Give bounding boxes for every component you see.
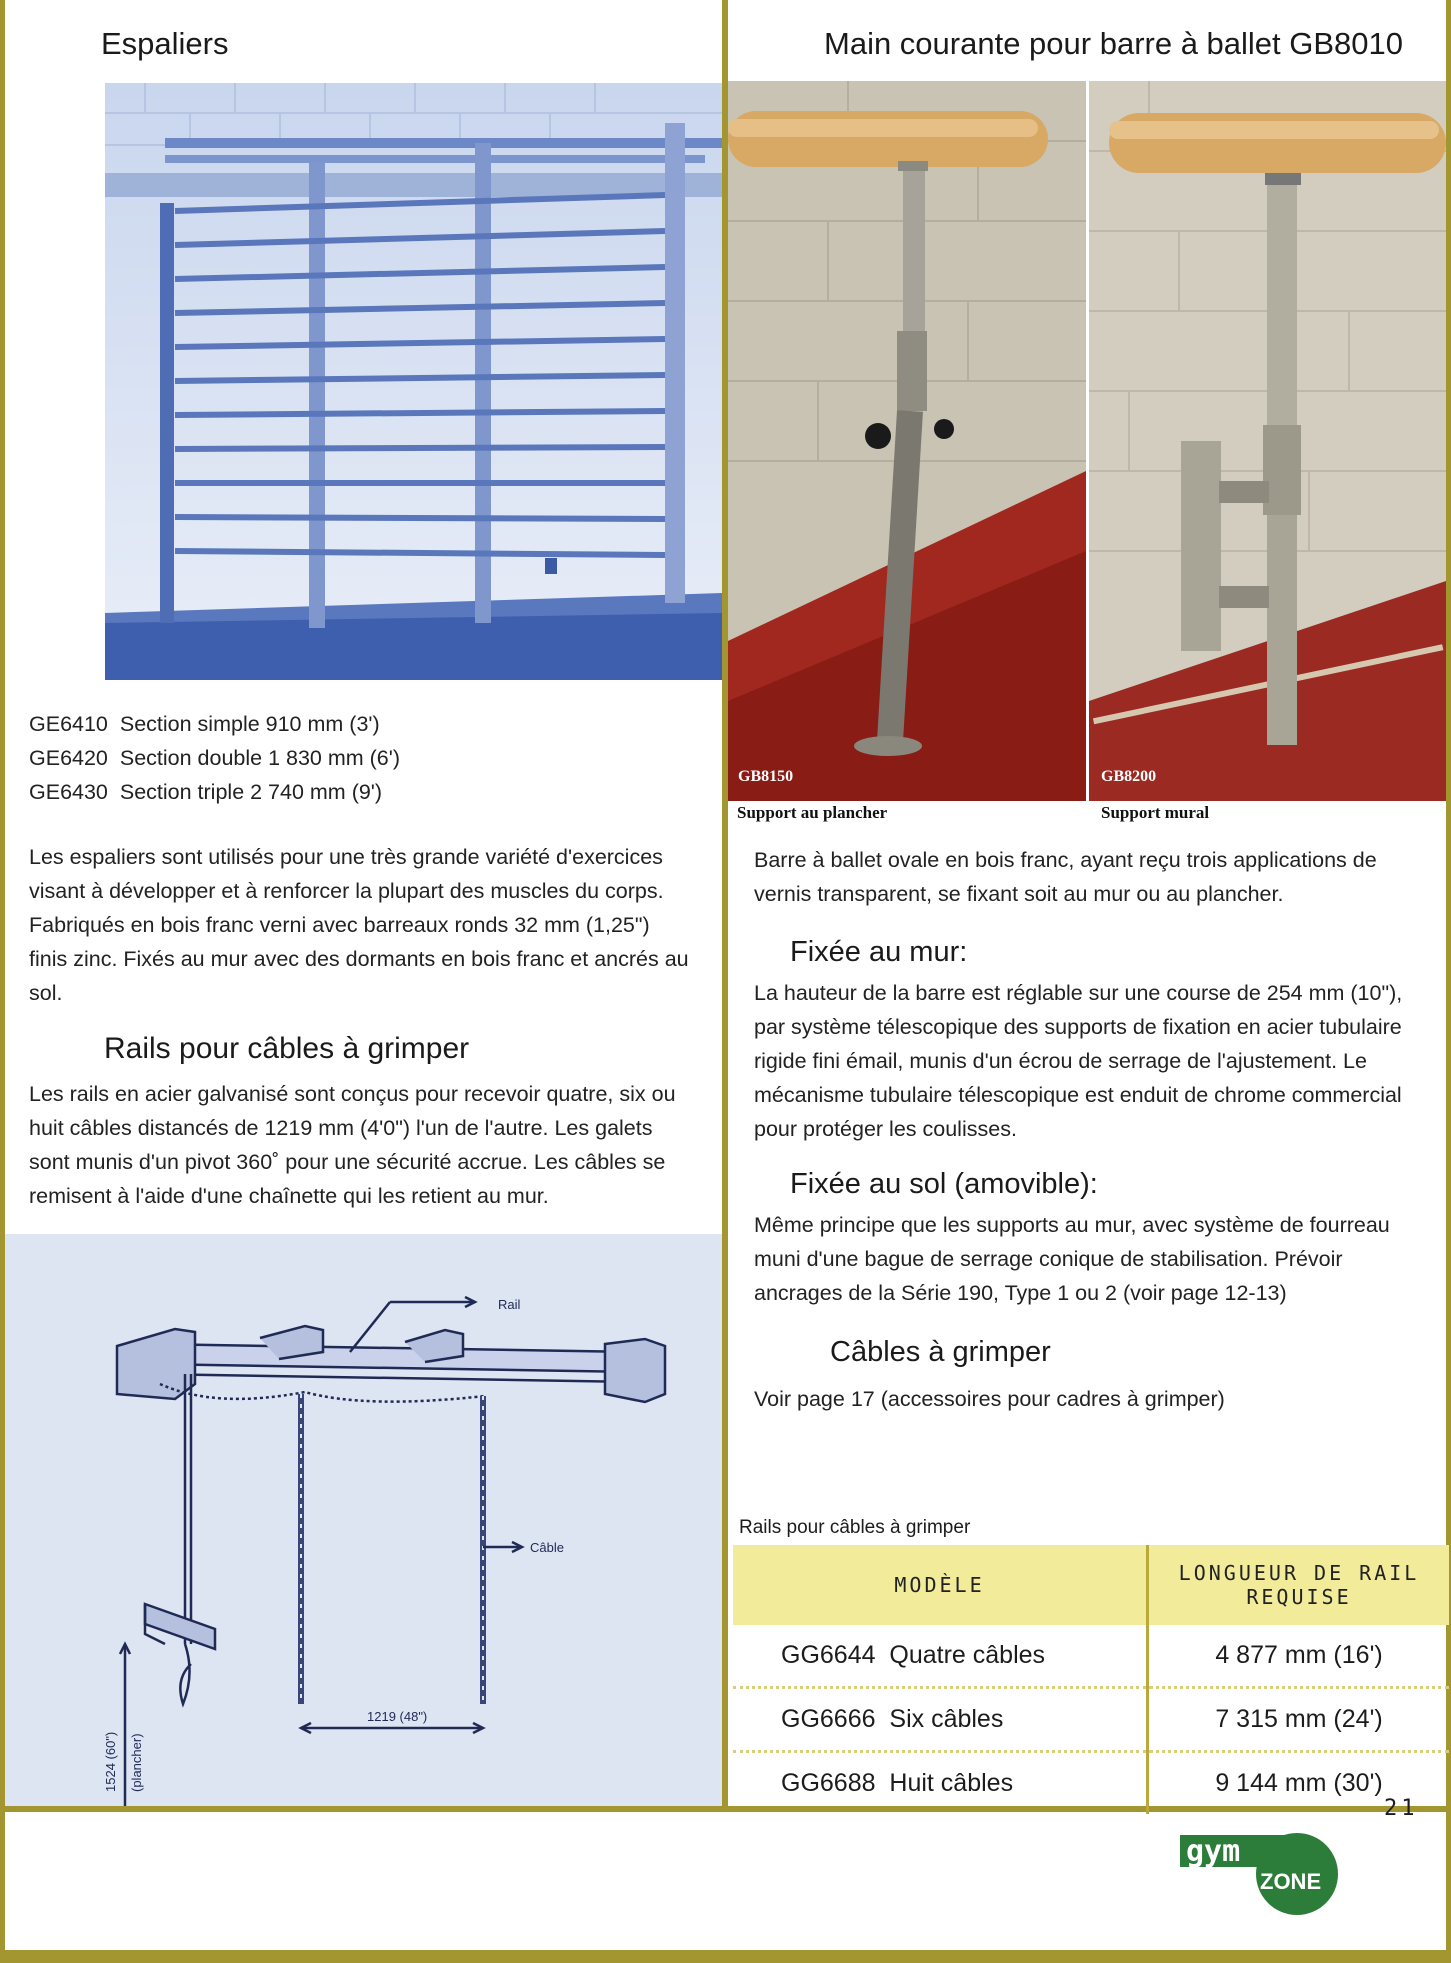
table-row [733,1752,1449,1815]
ballet-photo-wall [1089,81,1446,801]
logo-top-text: gym [1186,1834,1241,1869]
rails-description: Les rails en acier galvanisé sont conçus pour recevoir quatre, six ou huit câbles distancés de 1219 mm (4'0") l'un de l'autre. Les galets sont munis d'un pivot 360˚ pour une sécurité accrue. Les câbles se remisent à l'aide d'une chaînette qui les retient au mur. [29,1082,676,1208]
cables-text: Voir page 17 (accessoires pour cadres à grimper) [754,1387,1225,1411]
espaliers-photo [105,83,722,680]
model-row: GE6410 Section simple 910 mm (3') [29,712,380,736]
table-caption: Rails pour câbles à grimper [739,1517,971,1538]
model-row: GE6430 Section triple 2 740 mm (9') [29,780,383,804]
cell-length: 9 144 mm (30') [1215,1769,1383,1797]
page-number: 21 [1384,1796,1419,1821]
rails-title: Rails pour câbles à grimper [104,1032,470,1065]
table-row [733,1625,1449,1688]
wall-mount-title: Fixée au mur: [790,936,968,968]
model-row: GE6420 Section double 1 830 mm (6') [29,746,401,770]
table-row [733,1688,1449,1752]
diagram-label-rail: Rail [498,1297,521,1312]
floor-mount-text: Même principe que les supports au mur, avec système de fourreau muni d'une bague de serrage conique de stabilisation. Prévoir ancrages de la Série 190, Type 1 ou 2 (voir page 12-13) [754,1213,1390,1305]
cell-length: 4 877 mm (16') [1148,1625,1450,1688]
cables-title: Câbles à grimper [830,1336,1051,1368]
wall-mount-text: La hauteur de la barre est réglable sur une course de 254 mm (10"), par système télescopique des supports de fixation en acier tubulaire rigide fini émail, munis d'un écrou de serrage de l'ajustement. Le mécanisme tubulaire télescopique est enduit de chrome commercial pour protéger les coulisses. [754,981,1403,1141]
gymzone-logo [1180,1829,1340,1919]
diagram-label-floor: (plancher) [129,1733,144,1792]
photo-code-floor: GB8150 [738,768,794,785]
ballet-title: Main courante pour barre à ballet GB8010 [824,26,1404,61]
cell-model: GG6688 Huit câbles [733,1752,1148,1815]
ballet-intro: Barre à ballet ovale en bois franc, ayant reçu trois applications de vernis transparent, se fixant soit au mur ou au plancher. [754,848,1377,906]
diagram-label-height: 1524 (60") [103,1731,118,1792]
rails-table [733,1545,1449,1814]
frame-bottom [0,1950,1451,1963]
table-header-row [733,1545,1449,1625]
espaliers-model-list [29,707,400,809]
espaliers-title: Espaliers [101,26,229,61]
photo-label-floor: Support au plancher [737,803,888,822]
cell-model: GG6666 Six câbles [733,1688,1148,1752]
cell-model: GG6644 Quatre câbles [733,1625,1148,1688]
rails-diagram [5,1234,722,1806]
espaliers-description: Les espaliers sont utilisés pour une très grande variété d'exercices visant à développer et à renforcer la plupart des muscles du corps. Fabriqués en bois franc verni avec barreaux ronds 32 mm (1,25") finis zinc. Fixés au mur avec des dormants en bois franc et ancrés au sol. [29,845,689,1005]
floor-mount-title: Fixée au sol (amovible): [790,1168,1098,1200]
col-header-model: MODÈLE [733,1545,1148,1625]
photo-label-wall: Support mural [1101,803,1210,822]
logo-bottom-text: ZONE [1260,1869,1322,1894]
diagram-label-spacing: 1219 (48") [367,1709,428,1724]
cell-length: 7 315 mm (24') [1148,1688,1450,1752]
ballet-photo-floor [728,81,1086,801]
col-header-length: LONGUEUR DE RAIL REQUISE [1148,1545,1450,1625]
diagram-label-cable: Câble [530,1540,564,1555]
photo-code-wall: GB8200 [1101,768,1157,785]
